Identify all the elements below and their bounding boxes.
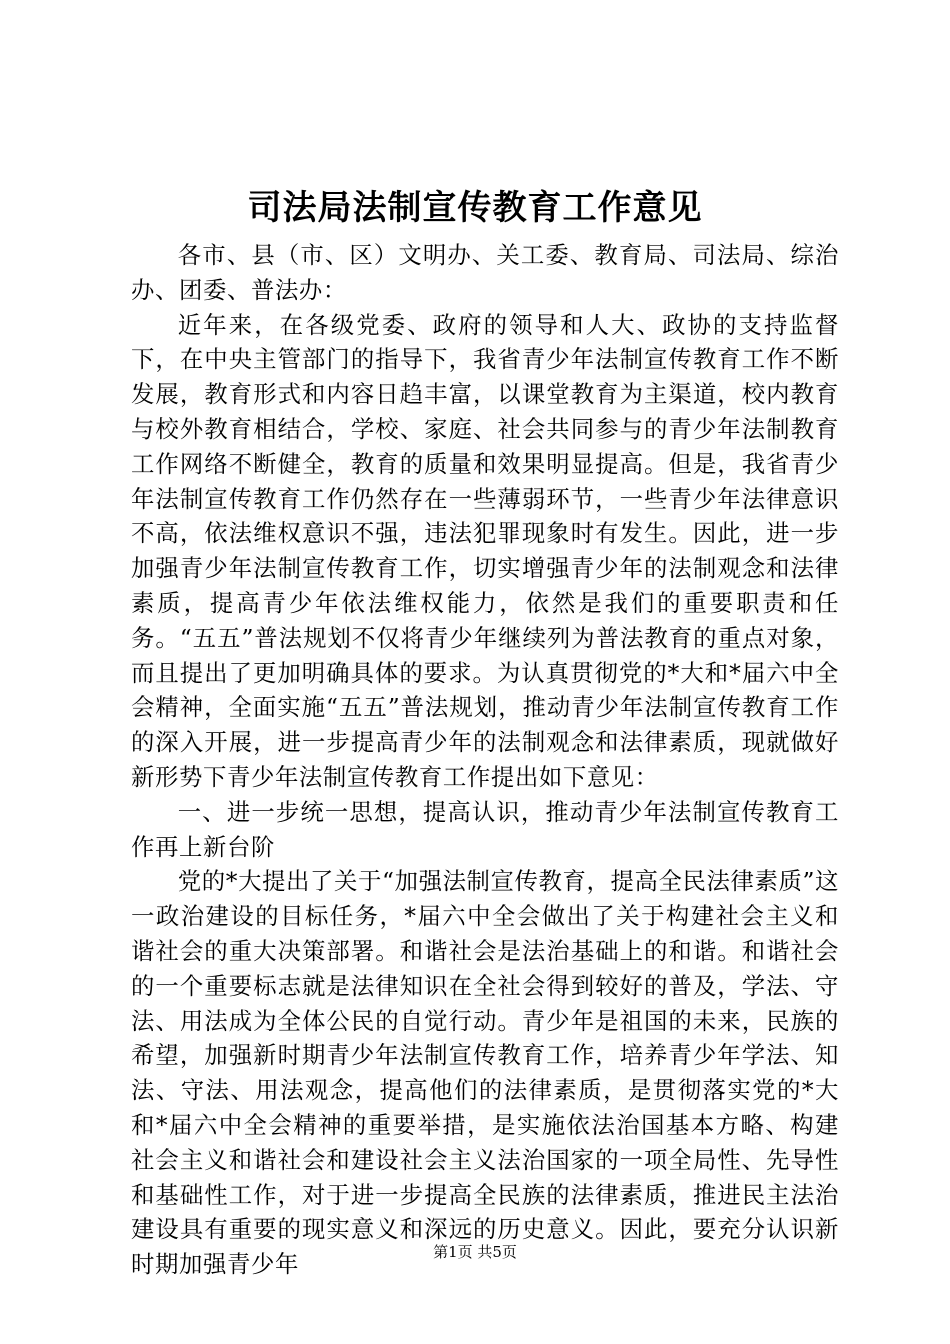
document-body bbox=[131, 238, 839, 1282]
document-title: 司法局法制宣传教育工作意见 bbox=[247, 188, 703, 228]
section-heading: 一、进一步统一思想，提高认识，推动青少年法制宣传教育工作再上新台阶 bbox=[131, 797, 839, 861]
body-paragraph: 近年来，在各级党委、政府的领导和人大、政协的支持监督下，在中央主管部门的指导下，我省青少年法制宣传教育工作不断发展，教育形式和内容日趋丰富，以课堂教育为主渠道，校内教育与校外教育相结合，学校、家庭、社会共同参与的青少年法制教育工作网络不断健全，教育的质量和效果明显提高。但是，我省青少年法制宣传教育工作仍然存在一些薄弱环节，一些青少年法律意识不高，依法维权意识不强，违法犯罪现象时有发生。因此，进一步加强青少年法制宣传教育工作，切实增强青少年的法制观念和法律素质，提高青少年依法维权能力，依然是我们的重要职责和任务。“五五”普法规划不仅将青少年继续列为普法教育的重点对象，而且提出了更加明确具体的要求。为认真贯彻党的*大和*届六中全会精神，全面实施“五五”普法规划，推动青少年法制宣传教育工作的深入开展，进一步提高青少年的法制观念和法律素质，现就做好新形势下青少年法制宣传教育工作提出如下意见： bbox=[131, 310, 839, 791]
body-paragraph: 党的*大提出了关于“加强法制宣传教育，提高全民法律素质”这一政治建设的目标任务，*届六中全会做出了关于构建社会主义和谐社会的重大决策部署。和谐社会是法治基础上的和谐。和谐社会的一个重要标志就是法律知识在全社会得到较好的普及，学法、守法、用法成为全体公民的自觉行动。青少年是祖国的未来，民族的希望，加强新时期青少年法制宣传教育工作，培养青少年学法、知法、守法、用法观念，提高他们的法律素质，是贯彻落实党的*大和*届六中全会精神的重要举措，是实施依法治国基本方略、构建社会主义和谐社会和建设社会主义法治国家的一项全局性、先导性和基础性工作，对于进一步提高全民族的法律素质，推进民主法治建设具有重要的现实意义和深远的历史意义。因此，要充分认识新时期加强青少年 bbox=[131, 867, 839, 1279]
page-number-footer: 第1页 共5页 bbox=[433, 1243, 517, 1261]
salutation-paragraph: 各市、县（市、区）文明办、关工委、教育局、司法局、综治办、团委、普法办： bbox=[131, 241, 839, 304]
